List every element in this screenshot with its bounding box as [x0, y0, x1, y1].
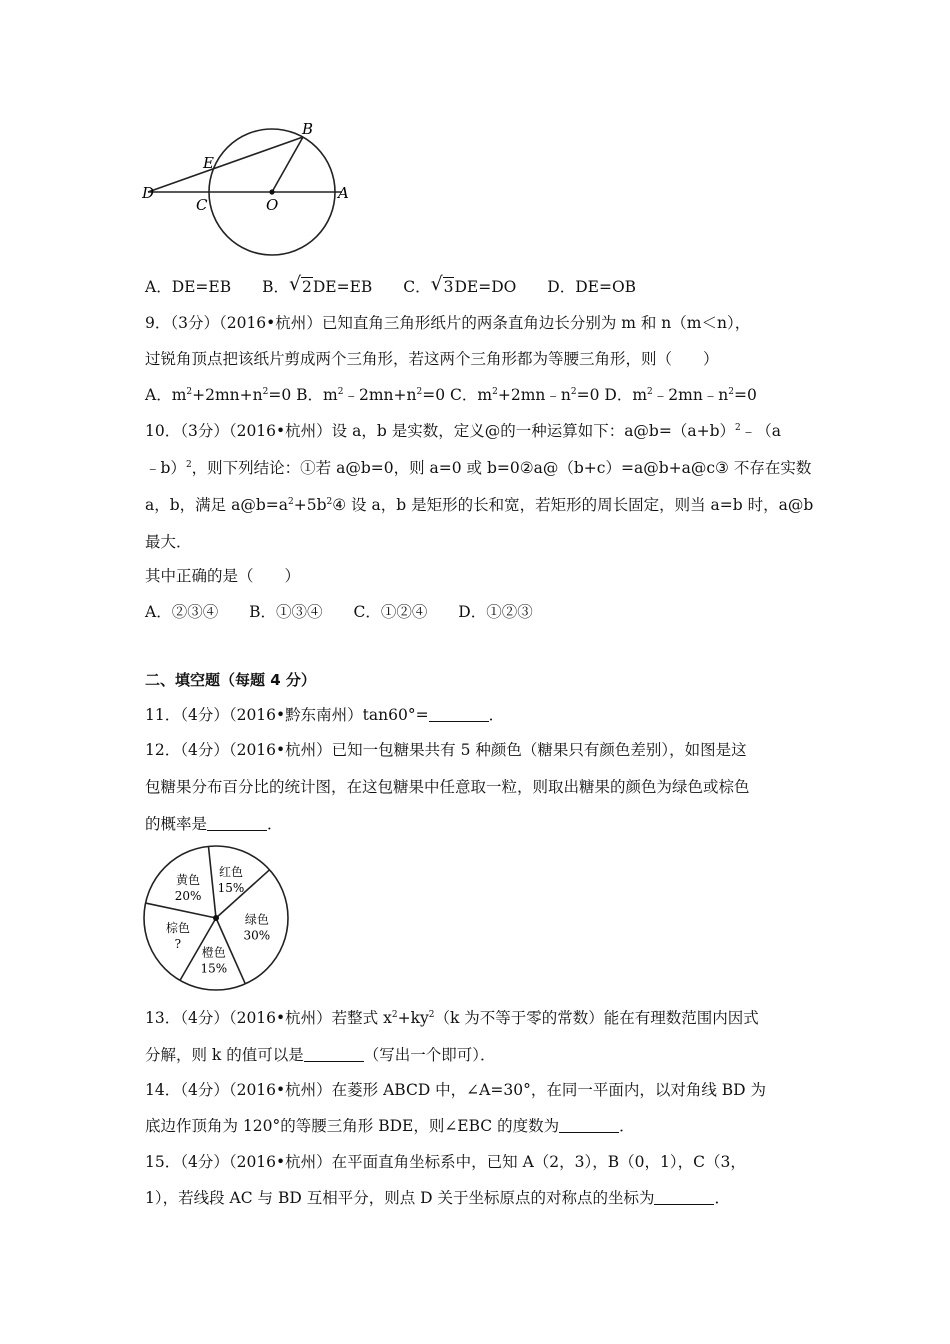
q13-line1: 13．（4分）（2016•杭州）若整式 $x^2+ky^2(k$ 为不等于零的常数）能在有理数范围内因式: [145, 1009, 759, 1027]
pie-slice-label: 绿色: [244, 912, 269, 927]
label-c: C: [196, 196, 208, 214]
pie-slice-value: 30%: [243, 928, 271, 943]
q12-line2: 包糖果分布百分比的统计图，在这包糖果中任意取一粒，则取出糖果的颜色为绿色或棕色: [145, 778, 750, 796]
q10-option-d: D．①②③: [458, 603, 533, 621]
pie-chart: [140, 842, 300, 994]
q14-blank: [559, 1118, 619, 1133]
q14-line1: 14．（4分）（2016•杭州）在菱形 ABCD 中，∠A=30°，在同一平面内，以对角线 BD 为: [145, 1081, 767, 1099]
q10-line1: 10．（3分）（2016•杭州）设 a，b 是实数，定义@的一种运算如下：$a@b=(a+b)^2﹣(a$: [145, 422, 781, 440]
q14-line2: 底边作顶角为 120°的等腰三角形 BDE，则∠EBC 的度数为 ．: [145, 1117, 635, 1135]
section-heading: 二、填空题（每题 4 分）: [145, 671, 316, 689]
q12-line3: 的概率是 ．: [145, 815, 283, 833]
label-o: O: [266, 196, 279, 214]
center-dot: [269, 189, 274, 194]
q8-options: [145, 273, 662, 297]
sqrt-3: √ 3: [430, 273, 454, 296]
pie-slice-label: 橙色: [201, 945, 226, 960]
line-ob: [272, 137, 303, 192]
sqrt-2: √ 2: [288, 273, 312, 296]
q10-line3: a，b，满足 $a@b=a^2+5b^2④$ 设 a，b 是矩形的长和宽，若矩形的周长固定，则当 a=b 时，a@b: [145, 496, 814, 514]
q8-option-d: D．DE=OB: [547, 278, 637, 296]
pie-slice-value: 15%: [200, 961, 228, 976]
q9-option-c: C．$m^2+2mn﹣n^2=0$: [450, 386, 600, 404]
label-a: A: [338, 184, 349, 202]
pie-slice-boundary: [208, 846, 216, 918]
pie-slice-label: 红色: [218, 865, 243, 880]
q9-option-d: D．$m^2﹣2mn﹣n^2=0$: [604, 386, 757, 404]
label-e: E: [203, 154, 214, 172]
q15-line2: 1），若线段 AC 与 BD 互相平分，则点 D 关于坐标原点的对称点的坐标为 ．: [145, 1189, 730, 1207]
q10-line2: ﹣b）$^2$，则下列结论：①若 a@b=0，则 a=0 或 b=0②a@（b+c）=a@b+a@c③ 不存在实数: [145, 459, 812, 477]
q9-line1: 9．（3分）（2016•杭州）已知直角三角形纸片的两条直角边长分别为 m 和 n（m＜n），: [145, 314, 751, 332]
q11-line: 11．（4分）（2016•黔东南州）tan60°= ．: [145, 706, 505, 724]
q13-blank: [304, 1047, 364, 1062]
q10-options: [145, 602, 559, 622]
q8-option-c: C． √ 3DE=DO: [403, 273, 517, 296]
q10-line4: 最大．: [145, 533, 192, 551]
line-db: [148, 137, 303, 192]
pie-slice-value: 15%: [217, 881, 245, 896]
q8-option-a: A．DE=EB: [145, 278, 232, 296]
pie-slice-boundary: [146, 903, 216, 918]
label-b: B: [302, 120, 314, 138]
q9-options: [145, 385, 757, 405]
q10-option-b: B．①③④: [249, 603, 323, 621]
q10-line5: 其中正确的是（ ）: [145, 567, 301, 585]
pie-slice-value: 20%: [174, 888, 202, 903]
q11-blank: [429, 707, 489, 722]
circle-figure: [135, 118, 365, 263]
q8-option-b: B． √ 2DE=EB: [262, 273, 373, 296]
q10-option-a: A．②③④: [145, 603, 219, 621]
q13-line2: 分解，则 k 的值可以是 （写出一个即可）．: [145, 1046, 496, 1064]
pie-slice-value: ?: [174, 936, 182, 951]
q9-option-a: A．$m^2+2mn+n^2=0$: [145, 386, 292, 404]
q9-option-b: B．$m^2﹣2mn+n^2=0$: [296, 386, 446, 404]
q15-blank: [654, 1190, 714, 1205]
q15-line1: 15．（4分）（2016•杭州）在平面直角坐标系中，已知 A（2，3），B（0，1），C（3，: [145, 1153, 746, 1171]
pie-slice-label: 黄色: [176, 872, 201, 887]
q12-line1: 12．（4分）（2016•杭州）已知一包糖果共有 5 种颜色（糖果只有颜色差别），如图是这: [145, 741, 747, 759]
label-d: D: [142, 184, 155, 202]
q10-option-c: C．①②④: [353, 603, 428, 621]
q9-line2: 过锐角顶点把该纸片剪成两个三角形，若这两个三角形都为等腰三角形，则（ ）: [145, 350, 719, 368]
q12-blank: [207, 816, 267, 831]
pie-center-dot: [213, 915, 219, 921]
pie-slice-label: 棕色: [165, 920, 190, 935]
